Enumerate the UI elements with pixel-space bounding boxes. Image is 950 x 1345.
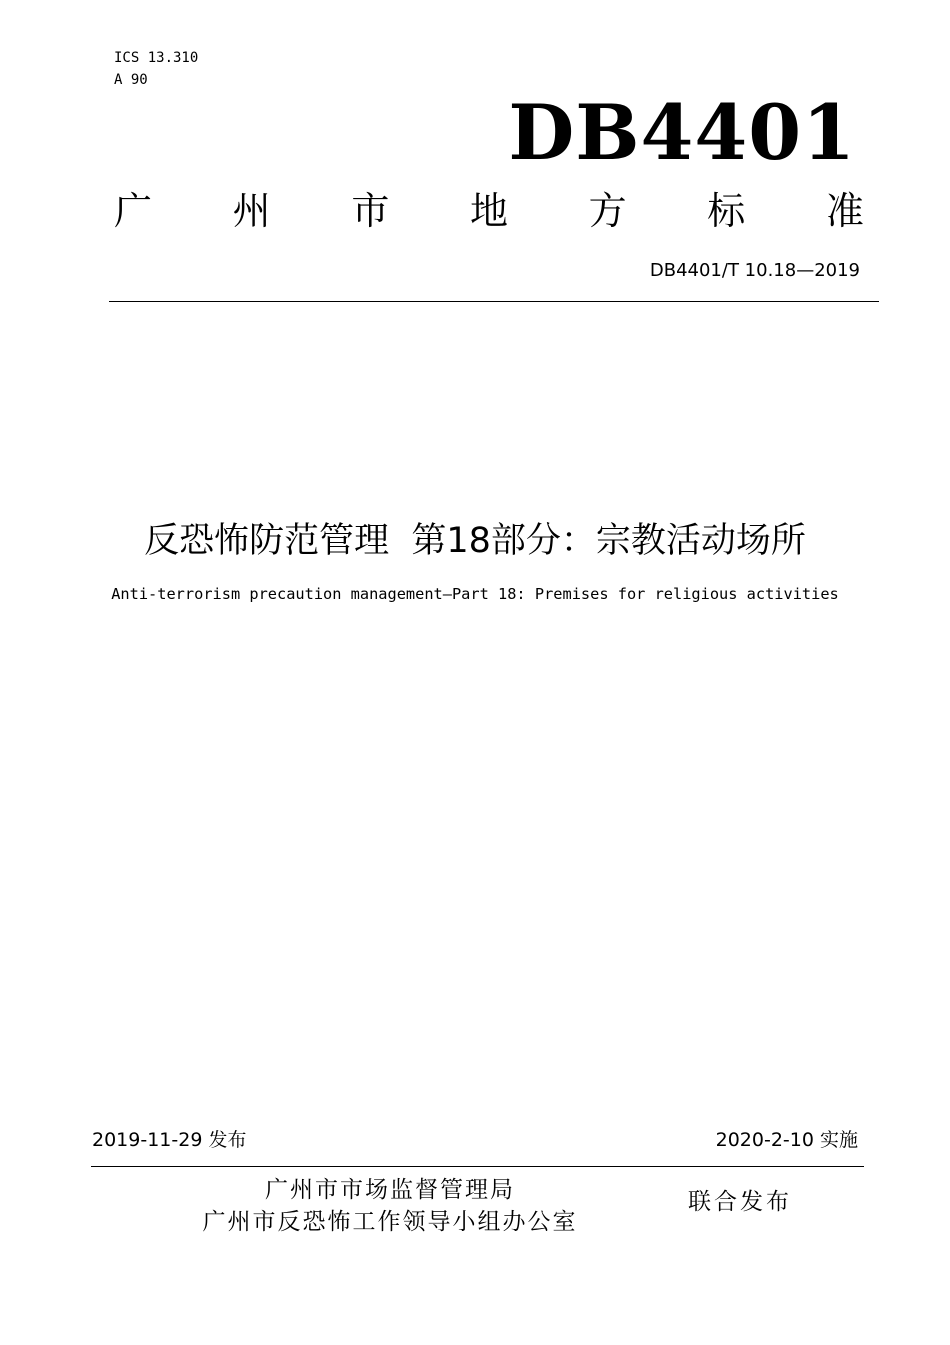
ccs-code: A 90 [114,72,148,88]
ics-code: ICS 13.310 [114,50,199,66]
standard-number: DB4401/T 10.18—2019 [649,260,860,281]
issuer-name: 广州市市场监督管理局 [265,1177,515,1203]
joint-issue-label: 联合发布 [688,1189,792,1215]
header-divider [109,301,879,302]
document-title-zh: 反恐怖防范管理 第18部分：宗教活动场所 [144,521,806,561]
standard-type-char: 方 [588,189,627,233]
issue-date: 2019-11-29 发布 [92,1129,247,1151]
standard-type-char: 地 [469,189,508,233]
ics-classification [114,47,198,91]
standard-type-char: 州 [232,189,271,233]
issuer-name: 广州市反恐怖工作领导小组办公室 [202,1209,578,1235]
issuing-authorities [150,1174,630,1238]
standard-type-char: 市 [351,189,390,233]
standard-type-char: 准 [825,189,864,233]
implementation-date: 2020-2-10 实施 [715,1129,858,1151]
db-code: DB4401 [508,88,856,177]
document-title-en: Anti-terrorism precaution management—Part 18: Premises for religious activities [111,585,839,603]
footer-divider [91,1166,864,1167]
standard-type-char: 广 [114,189,153,233]
standard-type-char: 标 [707,189,746,233]
standard-type [114,186,864,236]
